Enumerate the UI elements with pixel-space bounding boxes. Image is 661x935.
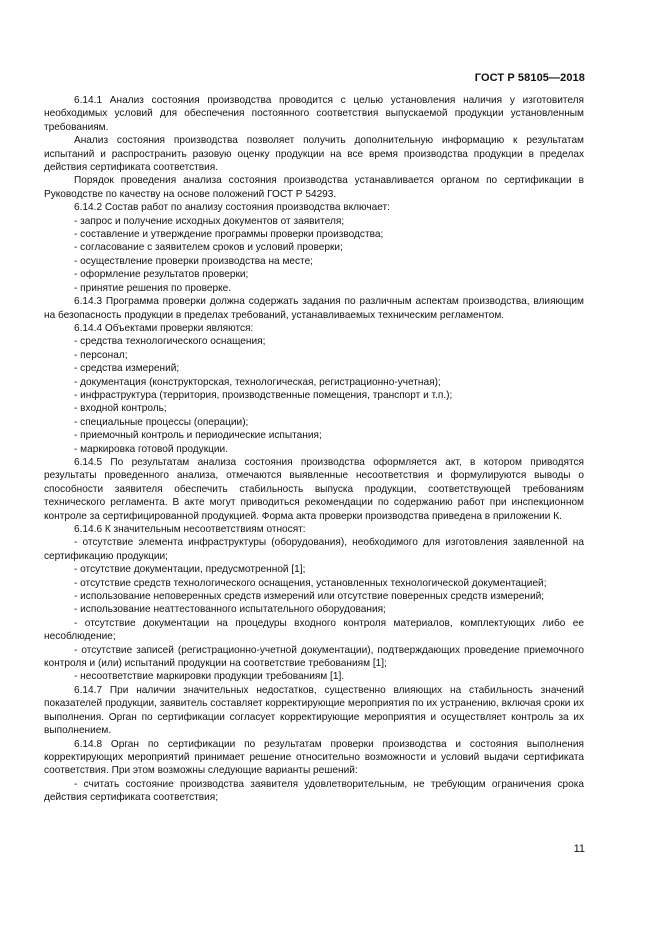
list-item: - средства технологического оснащения; bbox=[74, 336, 266, 348]
list-item: - принятие решения по проверке. bbox=[74, 282, 232, 294]
list-item: - оформление результатов проверки; bbox=[74, 269, 249, 281]
list-item: - инфраструктура (территория, производственные помещения, транспорт и т.п.); bbox=[74, 389, 453, 401]
paragraph: 6.14.1 Анализ состояния производства проводится с целью установления наличия у изготовителя необходимых условий для обеспечения постоянного соответствия выпускаемой продукции установленным требованиям. bbox=[44, 95, 584, 133]
paragraph: - отсутствие записей (регистрационно-учетной документации), подтверждающих проведение приемочного контроля и (или) испытаний продукции на соответствие требованиям [1]; bbox=[44, 644, 584, 670]
list-item: - специальные процессы (операции); bbox=[74, 416, 249, 428]
list-item: - документация (конструкторская, технологическая, регистрационно-учетная); bbox=[74, 376, 441, 388]
list-item: - использование неповеренных средств измерений или отсутствие поверенных средств измерений; bbox=[74, 591, 545, 603]
paragraph: 6.14.8 Орган по сертификации по результатам проверки производства и состояния выполнения корректирующих мероприятий принимает решение относительно возможности и условий выдачи сертификата соответствия. При этом возможны следующие варианты решений: bbox=[44, 738, 584, 777]
list-item: - согласование с заявителем сроков и условий проверки; bbox=[74, 242, 343, 254]
paragraph: 6.14.7 При наличии значительных недостатков, существенно влияющих на стабильность значений показателей продукции, заявитель составляет корректирующие мероприятия по их устранению, включая сроки их выполнения. Орган по сертификации согласует корректирующие мероприятия и осуществляет контроль за их выполнением. bbox=[44, 684, 584, 737]
paragraph: - отсутствие элемента инфраструктуры (оборудования), необходимого для изготовления заявленной на сертификацию продукции; bbox=[44, 537, 584, 562]
list-item: - составление и утверждение программы проверки производства; bbox=[74, 229, 384, 241]
list-item: - маркировка готовой продукции. bbox=[74, 443, 228, 455]
list-item: - приемочный контроль и периодические испытания; bbox=[74, 430, 322, 442]
page-number: 11 bbox=[573, 843, 585, 855]
list-item: - несоответствие маркировки продукции требованиям [1]. bbox=[74, 671, 345, 683]
paragraph: 6.14.5 По результатам анализа состояния производства оформляется акт, в котором приводятся результаты проведенного анализа, отмечаются выявленные несоответствия и формулируются выводы о способности заявителя обеспечить стабильность выпуска продукции, соответствующей требованиям технического регламента. В акте могут приводиться рекомендации по содержанию работ при инспекционном контроле за сертифицированной продукцией. Форма акта проверки производства приведена в приложении К. bbox=[44, 456, 584, 522]
paragraph: 6.14.4 Объектами проверки являются: bbox=[74, 322, 254, 334]
standard-designation: ГОСТ Р 58105—2018 bbox=[474, 72, 585, 84]
paragraph: Порядок проведения анализа состояния производства устанавливается органом по сертификации в Руководстве по качеству на основе положений ГОСТ Р 54293. bbox=[44, 175, 584, 200]
paragraph: - считать состояние производства заявителя удовлетворительным, не требующим ограничения срока действия сертификата соответствия; bbox=[44, 778, 584, 804]
list-item: - осуществление проверки производства на месте; bbox=[74, 255, 313, 267]
page-body bbox=[44, 94, 584, 805]
paragraph: 6.14.6 К значительным несоответствиям относят: bbox=[74, 524, 306, 535]
list-item: - входной контроль; bbox=[74, 403, 167, 415]
list-item: - использование неаттестованного испытательного оборудования; bbox=[74, 604, 386, 616]
list-item: - персонал; bbox=[74, 349, 128, 361]
list-item: - средства измерений; bbox=[74, 363, 180, 375]
paragraph: - отсутствие документации на процедуры входного контроля материалов, комплектующих либо ее несоблюдение; bbox=[44, 617, 584, 643]
list-item: - отсутствие средств технологического оснащения, установленных технологической документацией; bbox=[74, 577, 547, 589]
list-item: - отсутствие документации, предусмотренной [1]; bbox=[74, 564, 306, 576]
paragraph: Анализ состояния производства позволяет получить дополнительную информацию к результатам испытаний и распространить разовую оценку продукции на все время производства продукции в пределах действия сертификата соответствия. bbox=[44, 135, 584, 174]
paragraph: 6.14.3 Программа проверки должна содержать задания по различным аспектам производства, влияющим на безопасность продукции в пределах требований, устанавливаемых техническим регламентом. bbox=[44, 296, 584, 321]
paragraph: 6.14.2 Состав работ по анализу состояния производства включает: bbox=[74, 202, 390, 214]
list-item: - запрос и получение исходных документов от заявителя; bbox=[74, 215, 345, 227]
